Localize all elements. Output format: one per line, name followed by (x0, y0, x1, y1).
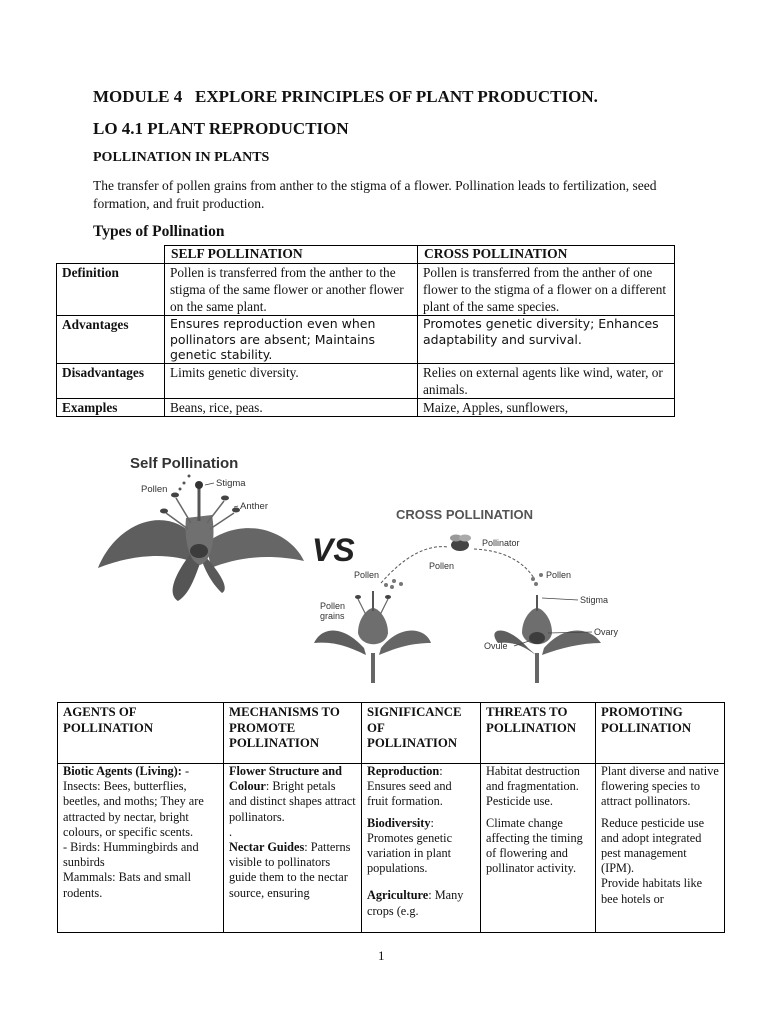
agriculture-title: Agriculture (367, 888, 429, 903)
header-self-pollination: SELF POLLINATION (165, 246, 418, 264)
mechanisms-dot: . (229, 824, 233, 839)
self-examples: Beans, rice, peas. (165, 398, 418, 416)
threats-cell (481, 764, 596, 933)
label-stigma: Stigma (216, 478, 246, 489)
section-title: POLLINATION IN PLANTS (93, 150, 270, 165)
table-header-row (58, 703, 725, 764)
lo-title: LO 4.1 PLANT REPRODUCTION (93, 119, 349, 138)
biodiversity-text: : Promotes genetic variation in plant populations. (367, 815, 453, 876)
agents-cell (58, 764, 224, 933)
types-heading: Types of Pollination (93, 223, 225, 240)
pollination-details-table (57, 702, 725, 933)
label-ovule: Ovule (484, 641, 508, 651)
reproduction-title: Reproduction (367, 764, 440, 778)
label-pollen: Pollen (141, 484, 168, 495)
page-number: 1 (378, 948, 385, 963)
label-pollen-grains-2: grains (320, 611, 345, 621)
cross-examples: Maize, Apples, sunflowers, (418, 398, 675, 416)
cross-advantages: Promotes genetic diversity; Enhances adaptability and survival. (418, 316, 675, 364)
self-pollination-title: Self Pollination (130, 455, 239, 472)
pollination-illustration (96, 443, 620, 696)
row-label-disadvantages: Disadvantages (57, 363, 165, 398)
module-title: MODULE 4 EXPLORE PRINCIPLES OF PLANT PRODUCTION. (93, 87, 598, 106)
flower-structure-title: Flower Structure and Colour (229, 764, 342, 794)
threat-pesticide: Pesticide use. (486, 794, 553, 809)
empty-header-cell (57, 246, 165, 264)
nectar-guides-title: Nectar Guides (229, 840, 305, 855)
row-label-definition: Definition (57, 264, 165, 316)
header-agents: AGENTS OF POLLINATION (58, 703, 224, 764)
biotic-agents-title: Biotic Agents (Living): (63, 764, 182, 778)
agents-birds: - Birds: Hummingbirds and sunbirds (63, 840, 199, 870)
promote-plant: Plant diverse and native flowering species to attract pollinators. (601, 764, 719, 809)
cross-pollination-title: CROSS POLLINATION (396, 507, 533, 522)
types-of-pollination-table (56, 245, 675, 417)
header-promoting: PROMOTING POLLINATION (596, 703, 725, 764)
table-row (57, 398, 675, 416)
table-row (57, 264, 675, 316)
promoting-cell (596, 764, 725, 933)
header-mechanisms: MECHANISMS TO PROMOTE POLLINATION (224, 703, 362, 764)
table-header-row (57, 246, 675, 264)
self-definition: Pollen is transferred from the anther to the stigma of the same flower or another flower on the same plant. (165, 264, 418, 316)
row-label-advantages: Advantages (57, 316, 165, 364)
label-pollen-mid: Pollen (429, 561, 455, 571)
promote-habitats: Provide habitats like bee hotels or (601, 876, 703, 906)
header-cross-pollination: CROSS POLLINATION (418, 246, 675, 264)
label-pollen-left: Pollen (354, 570, 380, 580)
flower-structure-text: : Bright petals and distinct shapes attract pollinators. (229, 779, 356, 824)
header-threats: THREATS TO POLLINATION (481, 703, 596, 764)
table-row (57, 316, 675, 364)
self-advantages: Ensures reproduction even when pollinators are absent; Maintains genetic stability. (165, 316, 418, 364)
mechanisms-cell (224, 764, 362, 933)
agents-mammals: Mammals: Bats and small rodents. (63, 870, 192, 900)
agents-insects: Insects: Bees, butterflies, beetles, and moths; They are attracted by nectar, bright colours, or specific scents. (63, 779, 204, 839)
reproduction-text: : Ensures seed and fruit formation. (367, 764, 452, 809)
table-row (57, 363, 675, 398)
significance-cell (362, 764, 481, 933)
label-pollen-right: Pollen (546, 570, 572, 580)
cross-definition: Pollen is transferred from the anther of one flower to the stigma of a flower on a different plant of the same species. (418, 264, 675, 316)
promote-reduce: Reduce pesticide use and adopt integrated pest management (IPM). (601, 815, 705, 876)
vs-mark: VS (312, 532, 355, 568)
label-stigma-cross: Stigma (580, 595, 609, 605)
biotic-agents-dash: - (181, 764, 190, 778)
label-ovary: Ovary (594, 627, 619, 637)
self-disadvantages: Limits genetic diversity. (165, 363, 418, 398)
threat-climate: Climate change affecting the timing of flowering and pollinator activity. (486, 815, 583, 876)
row-label-examples: Examples (57, 398, 165, 416)
agriculture-text: : Many crops (e.g. (367, 888, 464, 918)
table-row (58, 764, 725, 933)
label-anther: Anther (240, 501, 268, 512)
header-significance: SIGNIFICANCE OF POLLINATION (362, 703, 481, 764)
biodiversity-title: Biodiversity (367, 815, 431, 830)
threat-habitat: Habitat destruction and fragmentation. (486, 764, 580, 794)
cross-disadvantages: Relies on external agents like wind, water, or animals. (418, 363, 675, 398)
intro-paragraph: The transfer of pollen grains from anther to the stigma of a flower. Pollination leads to fertilization, seed formation, and fruit production. (93, 178, 657, 211)
label-pollinator: Pollinator (482, 538, 520, 548)
label-pollen-grains-1: Pollen (320, 601, 346, 611)
nectar-guides-text: : Patterns visible to pollinators guide them to the nectar source, ensuring (229, 840, 351, 900)
